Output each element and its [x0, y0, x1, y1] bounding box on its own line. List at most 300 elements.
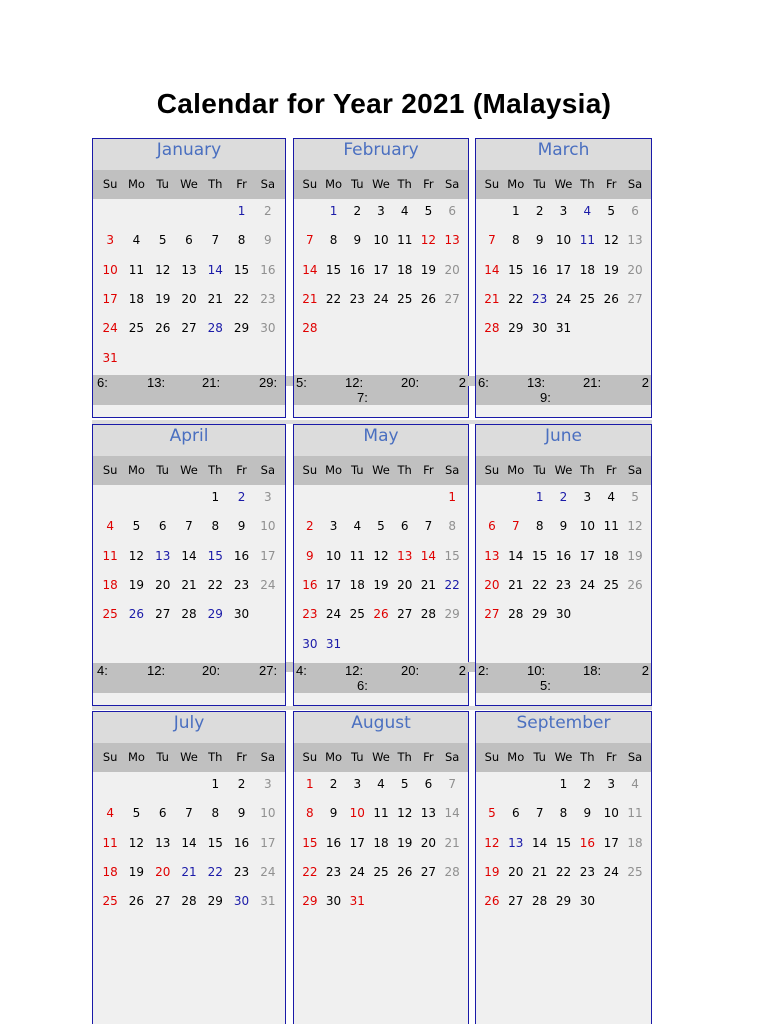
day-cell[interactable]: 12: [373, 548, 389, 563]
month-title[interactable]: [93, 712, 285, 743]
day-cell[interactable]: 22: [207, 577, 223, 592]
day-cell[interactable]: 30: [302, 636, 318, 651]
day-cell[interactable]: 2: [329, 777, 338, 791]
day-cell[interactable]: 23: [302, 607, 318, 622]
day-cell[interactable]: 13: [155, 835, 171, 850]
day-cell[interactable]: 6: [400, 519, 409, 534]
day-cell[interactable]: 3: [353, 777, 362, 791]
weekday-label: Mo: [127, 177, 145, 191]
day-cell[interactable]: 24: [373, 291, 389, 306]
day-cell[interactable]: 27: [508, 894, 524, 909]
day-cell[interactable]: 25: [102, 894, 118, 909]
day-cell[interactable]: 21: [532, 864, 548, 879]
day-cell[interactable]: 13: [397, 548, 413, 563]
day-cell[interactable]: 2: [237, 490, 246, 504]
day-cell[interactable]: 15: [532, 548, 548, 563]
day-cell[interactable]: 7: [448, 777, 456, 791]
day-cell[interactable]: 9: [237, 519, 246, 534]
day-cell[interactable]: 30: [555, 607, 572, 622]
day-cell[interactable]: 13: [181, 262, 197, 277]
day-cell[interactable]: 19: [603, 262, 619, 277]
day-cell[interactable]: 7: [488, 233, 496, 248]
day-cell[interactable]: 9: [353, 233, 362, 248]
day-cell[interactable]: 4: [106, 806, 114, 821]
day-cell[interactable]: 21: [302, 291, 318, 306]
day-cell[interactable]: 11: [102, 835, 118, 850]
day-cell[interactable]: 3: [106, 233, 114, 248]
day-cell[interactable]: 21: [420, 577, 437, 592]
day-cell[interactable]: 3: [583, 490, 592, 504]
day-cell[interactable]: 2: [583, 777, 592, 791]
day-cell[interactable]: 11: [579, 233, 595, 248]
day-cell[interactable]: 28: [508, 607, 524, 622]
day-cell[interactable]: 16: [532, 262, 548, 277]
month-title[interactable]: [476, 425, 651, 456]
day-cell[interactable]: 27: [420, 864, 437, 879]
day-cell[interactable]: 23: [233, 864, 250, 879]
day-cell[interactable]: 13: [627, 233, 643, 248]
day-cell[interactable]: 10: [102, 262, 118, 277]
day-cell[interactable]: 19: [397, 835, 413, 850]
day-cell[interactable]: 1: [237, 204, 246, 218]
day-cell[interactable]: 12: [128, 548, 145, 563]
day-cell[interactable]: 19: [484, 864, 500, 879]
day-cell[interactable]: 14: [302, 262, 318, 277]
day-cell[interactable]: 12: [484, 835, 500, 850]
day-cell[interactable]: 25: [373, 864, 389, 879]
day-cell[interactable]: 11: [373, 806, 389, 821]
day-cell[interactable]: 14: [532, 835, 548, 850]
day-cell[interactable]: 2: [306, 519, 314, 534]
day-cell[interactable]: 13: [508, 835, 524, 850]
day-cell[interactable]: 16: [555, 548, 572, 563]
day-cell[interactable]: 24: [260, 864, 276, 879]
day-cell[interactable]: 8: [511, 233, 520, 248]
day-cell[interactable]: 17: [373, 262, 389, 277]
day-cell[interactable]: 3: [264, 490, 272, 504]
day-cell[interactable]: 28: [420, 607, 437, 622]
day-cell[interactable]: 3: [559, 204, 568, 218]
day-cell[interactable]: 17: [579, 548, 595, 563]
day-cell[interactable]: 20: [627, 262, 643, 277]
day-cell[interactable]: 1: [448, 490, 456, 504]
day-cell[interactable]: 6: [185, 233, 193, 248]
day-cell[interactable]: 16: [325, 835, 342, 850]
day-cell[interactable]: 22: [233, 291, 250, 306]
day-cell[interactable]: 5: [607, 204, 616, 218]
day-cell[interactable]: 4: [400, 204, 409, 218]
day-cell[interactable]: 21: [181, 864, 197, 879]
day-cell[interactable]: 11: [627, 806, 643, 821]
day-cell[interactable]: 16: [302, 577, 318, 592]
day-cell[interactable]: 31: [102, 350, 118, 365]
day-cell[interactable]: 18: [397, 262, 413, 277]
day-cell[interactable]: 12: [603, 233, 619, 248]
day-cell[interactable]: 9: [559, 519, 568, 534]
day-cell[interactable]: 1: [329, 204, 338, 218]
day-cell[interactable]: 22: [555, 864, 572, 879]
day-cell[interactable]: 15: [444, 548, 460, 563]
day-cell[interactable]: 8: [559, 806, 568, 821]
day-cell[interactable]: 31: [555, 321, 572, 336]
day-cell[interactable]: 22: [532, 577, 548, 592]
day-cell[interactable]: 11: [349, 548, 365, 563]
day-cell[interactable]: 7: [424, 519, 433, 534]
month-title-text[interactable]: January: [156, 140, 222, 160]
day-cell[interactable]: 20: [508, 864, 524, 879]
day-cell[interactable]: 20: [484, 577, 500, 592]
day-cell[interactable]: 12: [420, 233, 437, 248]
day-cell[interactable]: 17: [260, 548, 276, 563]
day-cell[interactable]: 8: [306, 806, 314, 821]
month-title[interactable]: [476, 139, 651, 170]
day-cell[interactable]: 14: [484, 262, 500, 277]
day-cell[interactable]: 26: [420, 291, 437, 306]
day-cell[interactable]: 29: [207, 894, 223, 909]
weekday-label: Mo: [507, 750, 525, 764]
day-cell[interactable]: 9: [237, 806, 246, 821]
day-cell[interactable]: 1: [211, 490, 220, 504]
day-cell[interactable]: 27: [627, 291, 643, 306]
day-cell[interactable]: 22: [325, 291, 342, 306]
day-cell[interactable]: 28: [181, 607, 197, 622]
day-cell[interactable]: 15: [233, 262, 250, 277]
day-cell[interactable]: 19: [420, 262, 437, 277]
day-cell[interactable]: 18: [102, 577, 118, 592]
day-cell[interactable]: 20: [181, 291, 197, 306]
day-cell[interactable]: 21: [508, 577, 524, 592]
day-cell[interactable]: 18: [627, 835, 643, 850]
day-cell[interactable]: 2: [559, 490, 568, 504]
day-cell[interactable]: 10: [579, 519, 595, 534]
day-cell[interactable]: 2: [237, 777, 246, 791]
day-cell[interactable]: 12: [155, 262, 171, 277]
day-cell[interactable]: 25: [102, 607, 118, 622]
day-cell[interactable]: 27: [484, 607, 500, 622]
day-cell[interactable]: 1: [511, 204, 520, 218]
month-title-text[interactable]: March: [537, 140, 590, 160]
day-cell[interactable]: 28: [181, 894, 197, 909]
weekday-label: We: [372, 463, 390, 477]
day-cell[interactable]: 29: [207, 607, 223, 622]
day-cell[interactable]: 20: [444, 262, 460, 277]
day-cell[interactable]: 7: [511, 519, 520, 534]
day-cell[interactable]: 3: [377, 204, 385, 218]
day-cell[interactable]: 4: [607, 490, 616, 504]
day-cell[interactable]: 15: [325, 262, 342, 277]
day-cell[interactable]: 7: [185, 519, 193, 534]
day-cell[interactable]: 14: [207, 262, 223, 277]
day-cell[interactable]: 23: [260, 291, 276, 306]
day-cell[interactable]: 19: [155, 291, 171, 306]
day-cell[interactable]: 31: [349, 894, 365, 909]
day-cell[interactable]: 5: [424, 204, 433, 218]
day-cell[interactable]: 18: [603, 548, 619, 563]
day-cell[interactable]: 1: [211, 777, 220, 791]
day-cell[interactable]: 18: [102, 864, 118, 879]
day-cell[interactable]: 11: [603, 519, 619, 534]
day-cell[interactable]: 16: [349, 262, 365, 277]
day-cell[interactable]: 13: [420, 806, 437, 821]
day-cell[interactable]: 9: [329, 806, 338, 821]
day-cell[interactable]: 7: [535, 806, 544, 821]
day-cell[interactable]: 30: [532, 321, 548, 336]
day-cell[interactable]: 14: [181, 835, 197, 850]
day-cell[interactable]: 18: [373, 835, 389, 850]
day-cell[interactable]: 8: [211, 519, 220, 534]
day-cell[interactable]: 10: [260, 806, 276, 821]
day-cell[interactable]: 30: [233, 894, 250, 909]
separator: [286, 376, 293, 386]
month-title-text[interactable]: September: [516, 713, 611, 733]
month-title[interactable]: [476, 712, 651, 743]
day-cell[interactable]: 21: [207, 291, 223, 306]
day-cell[interactable]: 11: [102, 548, 118, 563]
day-cell[interactable]: 4: [377, 777, 385, 791]
day-cell[interactable]: 25: [397, 291, 413, 306]
day-cell[interactable]: 21: [484, 291, 500, 306]
day-cell[interactable]: 23: [555, 577, 572, 592]
day-cell[interactable]: 24: [579, 577, 595, 592]
day-cell[interactable]: 28: [444, 864, 460, 879]
day-cell[interactable]: 26: [484, 894, 500, 909]
day-cell[interactable]: 2: [353, 204, 362, 218]
day-cell[interactable]: 6: [158, 519, 167, 534]
day-cell[interactable]: 7: [306, 233, 314, 248]
day-cell[interactable]: 14: [508, 548, 524, 563]
day-cell[interactable]: 26: [603, 291, 619, 306]
day-cell[interactable]: 14: [181, 548, 197, 563]
day-cell[interactable]: 20: [155, 864, 171, 879]
day-cell[interactable]: 8: [329, 233, 338, 248]
day-cell[interactable]: 5: [631, 490, 639, 504]
day-cell[interactable]: 30: [325, 894, 342, 909]
day-cell[interactable]: 21: [444, 835, 460, 850]
day-cell[interactable]: 6: [488, 519, 496, 534]
weekday-label: Sa: [627, 750, 643, 764]
day-cell[interactable]: 25: [349, 607, 365, 622]
day-cell[interactable]: 16: [260, 262, 276, 277]
day-cell[interactable]: 3: [329, 519, 338, 534]
day-cell[interactable]: 23: [579, 864, 595, 879]
day-cell[interactable]: 6: [448, 204, 456, 218]
day-cell[interactable]: 19: [627, 548, 643, 563]
day-cell[interactable]: 7: [211, 233, 220, 248]
day-cell[interactable]: 13: [484, 548, 500, 563]
day-cell[interactable]: 24: [349, 864, 365, 879]
day-cell[interactable]: 24: [260, 577, 276, 592]
day-cell[interactable]: 23: [233, 577, 250, 592]
day-cell[interactable]: 13: [155, 548, 171, 563]
day-cell[interactable]: 4: [353, 519, 362, 534]
day-cell[interactable]: 1: [306, 777, 314, 791]
day-cell[interactable]: 4: [132, 233, 141, 248]
day-cell[interactable]: 30: [579, 894, 595, 909]
day-cell[interactable]: 8: [448, 519, 456, 534]
day-cell[interactable]: 29: [444, 607, 460, 622]
day-cell[interactable]: 23: [325, 864, 342, 879]
day-cell[interactable]: 11: [128, 262, 145, 277]
month-title-text[interactable]: April: [169, 426, 209, 446]
day-cell[interactable]: 26: [128, 894, 145, 909]
day-cell[interactable]: 27: [181, 321, 197, 336]
month-title[interactable]: [93, 139, 285, 170]
day-cell[interactable]: 3: [607, 777, 616, 791]
day-cell[interactable]: 9: [306, 548, 314, 563]
day-cell[interactable]: 21: [181, 577, 197, 592]
day-cell[interactable]: 5: [377, 519, 385, 534]
day-cell[interactable]: 8: [211, 806, 220, 821]
day-cell[interactable]: 10: [555, 233, 572, 248]
day-cell[interactable]: 25: [579, 291, 595, 306]
day-cell[interactable]: 29: [532, 607, 548, 622]
day-cell[interactable]: 24: [325, 607, 342, 622]
day-cell[interactable]: 16: [579, 835, 595, 850]
day-cell[interactable]: 5: [400, 777, 409, 791]
day-cell[interactable]: 5: [132, 519, 141, 534]
day-cell[interactable]: 17: [555, 262, 572, 277]
day-cell[interactable]: 10: [260, 519, 276, 534]
day-cell[interactable]: 22: [444, 577, 460, 592]
day-cell[interactable]: 10: [325, 548, 342, 563]
day-cell[interactable]: 6: [511, 806, 520, 821]
day-cell[interactable]: 24: [603, 864, 619, 879]
day-cell[interactable]: 15: [207, 548, 223, 563]
day-cell[interactable]: 28: [302, 321, 318, 336]
day-cell[interactable]: 4: [631, 777, 639, 791]
day-cell[interactable]: 18: [349, 577, 365, 592]
day-cell[interactable]: 25: [603, 577, 619, 592]
day-cell[interactable]: 1: [559, 777, 568, 791]
day-cell[interactable]: 9: [264, 233, 272, 248]
day-cell[interactable]: 24: [555, 291, 572, 306]
day-cell[interactable]: 23: [532, 291, 548, 306]
day-cell[interactable]: 5: [158, 233, 167, 248]
day-cell[interactable]: 17: [260, 835, 276, 850]
day-cell[interactable]: 29: [233, 321, 250, 336]
month-title[interactable]: [294, 425, 468, 456]
day-cell[interactable]: 5: [488, 806, 496, 821]
day-cell[interactable]: 17: [603, 835, 619, 850]
day-cell[interactable]: 17: [349, 835, 365, 850]
day-cell[interactable]: 10: [349, 806, 365, 821]
day-cell[interactable]: 28: [532, 894, 548, 909]
day-cell[interactable]: 23: [349, 291, 365, 306]
day-cell[interactable]: 27: [155, 607, 171, 622]
month-title-text[interactable]: February: [343, 140, 419, 160]
weekday-label: We: [372, 177, 390, 191]
day-cell[interactable]: 22: [302, 864, 318, 879]
day-cell[interactable]: 27: [444, 291, 460, 306]
day-cell[interactable]: 8: [535, 519, 544, 534]
day-cell[interactable]: 17: [102, 291, 118, 306]
day-cell[interactable]: 26: [155, 321, 171, 336]
moon-phase-label: 6:: [478, 375, 489, 390]
day-cell[interactable]: 6: [158, 806, 167, 821]
day-cell[interactable]: 15: [508, 262, 524, 277]
day-cell[interactable]: 8: [237, 233, 246, 248]
month-title[interactable]: [294, 712, 468, 743]
day-cell[interactable]: 28: [484, 321, 500, 336]
day-cell[interactable]: 24: [102, 321, 118, 336]
weekday-header: [476, 170, 651, 199]
day-cell[interactable]: 11: [397, 233, 413, 248]
day-cell[interactable]: 26: [397, 864, 413, 879]
month-title-text[interactable]: July: [173, 713, 205, 733]
day-cell[interactable]: 29: [555, 894, 572, 909]
day-cell[interactable]: 3: [264, 777, 272, 791]
day-cell[interactable]: 14: [420, 548, 437, 563]
day-cell[interactable]: 29: [302, 894, 318, 909]
day-cell[interactable]: 20: [155, 577, 171, 592]
day-cell[interactable]: 5: [132, 806, 141, 821]
day-cell[interactable]: 29: [508, 321, 524, 336]
day-cell[interactable]: 10: [603, 806, 619, 821]
day-cell[interactable]: 19: [373, 577, 389, 592]
day-cell[interactable]: 13: [444, 233, 460, 248]
day-cell[interactable]: 17: [325, 577, 342, 592]
day-cell[interactable]: 6: [424, 777, 433, 791]
day-cell[interactable]: 26: [373, 607, 389, 622]
day-cell[interactable]: 22: [207, 864, 223, 879]
day-cell[interactable]: 20: [397, 577, 413, 592]
day-cell[interactable]: 15: [302, 835, 318, 850]
day-cell[interactable]: 26: [128, 607, 145, 622]
day-cell[interactable]: 26: [627, 577, 643, 592]
day-cell[interactable]: 27: [397, 607, 413, 622]
day-cell[interactable]: 1: [535, 490, 544, 504]
day-cell[interactable]: 20: [420, 835, 437, 850]
month-title-text[interactable]: June: [544, 426, 583, 446]
month-title-text[interactable]: May: [363, 426, 399, 446]
day-cell[interactable]: 6: [631, 204, 639, 218]
day-cell[interactable]: 31: [325, 636, 342, 651]
day-cell[interactable]: 4: [106, 519, 114, 534]
day-cell[interactable]: 16: [233, 835, 250, 850]
day-cell[interactable]: 27: [155, 894, 171, 909]
day-cell[interactable]: 9: [583, 806, 592, 821]
day-cell[interactable]: 18: [579, 262, 595, 277]
day-cell[interactable]: 12: [627, 519, 643, 534]
month-title-text[interactable]: August: [351, 713, 411, 733]
day-cell[interactable]: 30: [233, 607, 250, 622]
day-cell[interactable]: 31: [260, 894, 276, 909]
month-title[interactable]: [93, 425, 285, 456]
day-cell[interactable]: 28: [207, 321, 223, 336]
day-cell[interactable]: 22: [508, 291, 524, 306]
day-cell[interactable]: 19: [128, 577, 145, 592]
weekday-label: Fr: [423, 750, 434, 764]
day-cell[interactable]: 16: [233, 548, 250, 563]
day-cell[interactable]: 12: [128, 835, 145, 850]
day-cell[interactable]: 4: [583, 204, 592, 218]
day-cell[interactable]: 2: [535, 204, 544, 218]
day-cell[interactable]: 12: [397, 806, 413, 821]
day-cell[interactable]: 25: [627, 864, 643, 879]
day-cell[interactable]: 19: [128, 864, 145, 879]
day-cell[interactable]: 14: [444, 806, 460, 821]
day-cell[interactable]: 15: [207, 835, 223, 850]
day-cell[interactable]: 7: [185, 806, 193, 821]
day-cell[interactable]: 10: [373, 233, 389, 248]
day-cell[interactable]: 9: [535, 233, 544, 248]
day-cell[interactable]: 15: [555, 835, 572, 850]
day-cell[interactable]: 25: [128, 321, 145, 336]
month-title[interactable]: [294, 139, 468, 170]
day-cell[interactable]: 2: [264, 204, 272, 218]
day-cell[interactable]: 18: [128, 291, 145, 306]
day-cell[interactable]: 30: [260, 321, 276, 336]
